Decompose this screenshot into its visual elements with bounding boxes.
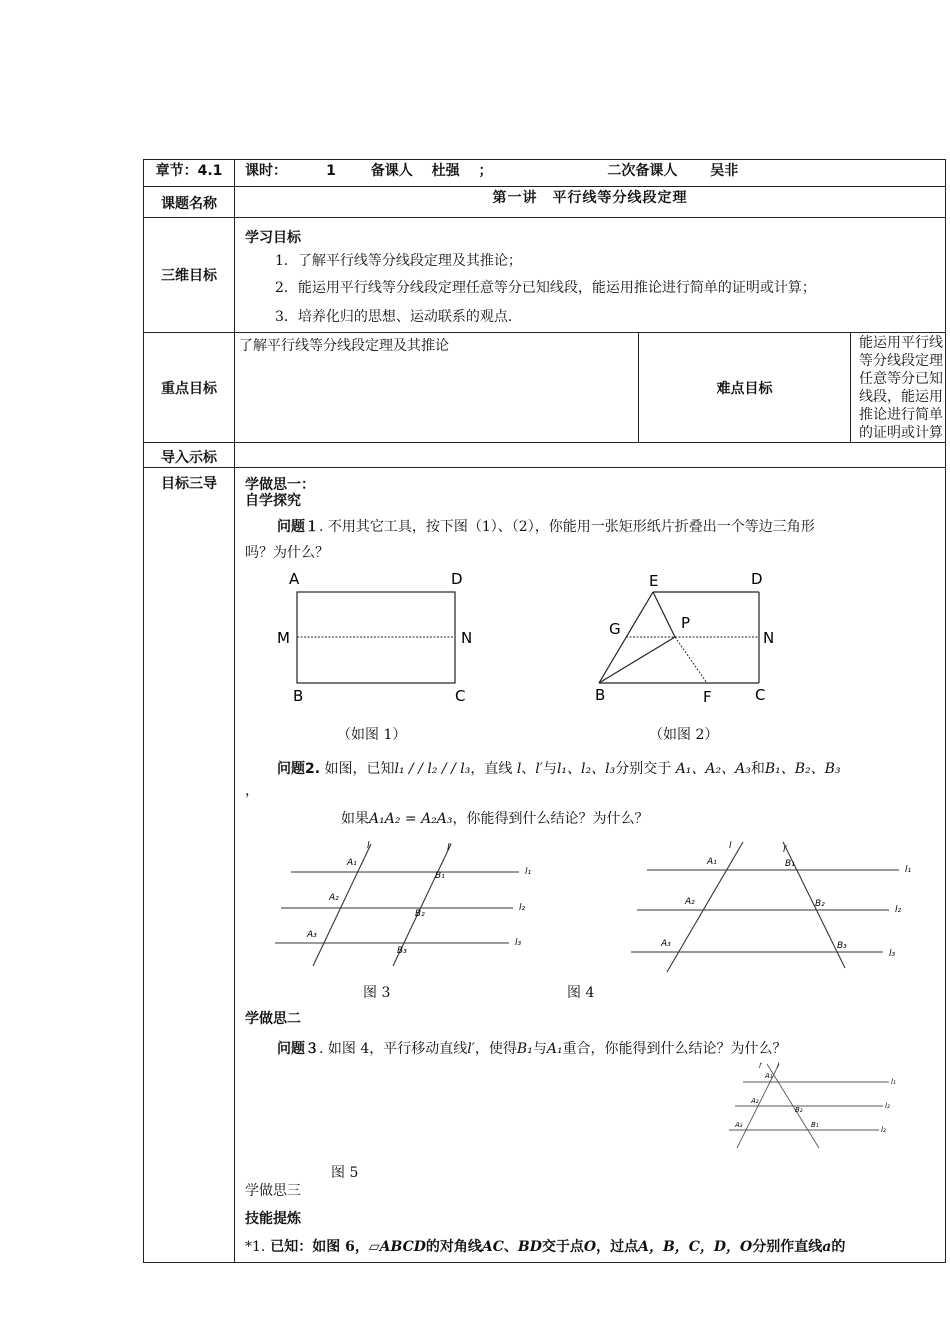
main-label: 目标三导 (144, 468, 235, 1263)
question-1-text-line2: 吗？为什么？ (245, 545, 329, 561)
main-content (235, 468, 946, 1263)
fig2-label-p: P (681, 614, 691, 632)
fig2-label-n: N (763, 629, 775, 647)
svg-text:l₂: l₂ (895, 905, 902, 915)
figure-2-caption: （如图 2） (649, 727, 719, 743)
fig2-label-f: F (703, 688, 712, 706)
lesson-label: 课时： (245, 163, 287, 179)
svg-text:l: l (777, 1062, 779, 1070)
svg-text:A₁: A₁ (347, 858, 357, 868)
goals-label: 三维目标 (144, 218, 235, 333)
question-2-label: 问题2. (277, 761, 321, 777)
svg-text:l₂: l₂ (519, 903, 526, 913)
svg-text:l₃: l₃ (515, 938, 522, 948)
svg-text:A₃: A₃ (735, 1121, 743, 1129)
equal-segment-expression: A₁A₂ = A₂A₃ (369, 811, 453, 827)
section-2-heading: 学做思二 (245, 1011, 301, 1027)
intro-content (235, 443, 946, 468)
figure-5 (719, 1062, 899, 1150)
goals-row (144, 218, 946, 333)
svg-text:l′: l′ (447, 843, 452, 853)
exercise-1: *1. 已知：如图 6，▱ABCD的对角线AC、BD交于点O，过点A，B，C，D，O分别作直线a的 (245, 1239, 846, 1255)
svg-text:l′: l′ (759, 1062, 763, 1070)
question-1-label: 问题１ (277, 519, 319, 535)
question-2-comma: ， (245, 783, 259, 799)
figure-4 (629, 840, 919, 976)
question-2: 问题2. 如图，已知l₁ / / l₂ / / l₃，直线 l、l′与l₁、l₂、l₃分别交于 A₁、A₂、A₃和B₁、B₂、B₃ (277, 761, 841, 777)
difficulty-label: 难点目标 (639, 333, 851, 443)
svg-text:l₃: l₃ (881, 1126, 886, 1134)
fig1-label-n: N (461, 629, 473, 647)
figure-1 (275, 572, 485, 707)
intro-row (144, 443, 946, 468)
preparer-label: 备课人 (370, 163, 413, 179)
figure-1-caption: （如图 1） (337, 727, 407, 743)
question-3: 问题３. 如图 4，平行移动直线l′，使得B₁与A₁重合，你能得到什么结论？为什么？ (277, 1041, 787, 1057)
lesson-value: 1 (326, 163, 336, 179)
focus-row (144, 333, 946, 443)
svg-text:A₂: A₂ (685, 897, 695, 907)
fig1-label-a: A (289, 572, 300, 588)
question-2-condition: 如果A₁A₂ = A₂A₃，你能得到什么结论？为什么？ (341, 811, 649, 827)
preparer-name: 杜强 (431, 163, 460, 179)
self-study-heading: 自学探究 (245, 493, 301, 509)
header-row (144, 160, 946, 187)
svg-text:B₃: B₃ (397, 946, 407, 956)
skill-heading: 技能提炼 (245, 1211, 301, 1227)
figure-5-caption: 图 5 (331, 1165, 359, 1181)
figure-3-caption: 图 3 (363, 985, 391, 1001)
goals-heading: 学习目标 (245, 230, 301, 246)
svg-text:B₁: B₁ (811, 1121, 819, 1129)
fig2-label-c: C (755, 686, 766, 704)
goal-item-1: 1．了解平行线等分线段定理及其推论； (275, 253, 522, 269)
focus-label: 重点目标 (144, 333, 235, 443)
chapter-cell: 章节：4.1 (144, 160, 235, 187)
fig2-label-g: G (609, 620, 621, 638)
svg-text:A₁: A₁ (765, 1072, 773, 1080)
header-info-cell (235, 160, 946, 187)
svg-text:l₂: l₂ (885, 1102, 890, 1110)
svg-text:l₁: l₁ (525, 867, 532, 877)
question-3-label: 问题３ (277, 1041, 319, 1057)
svg-text:A₂: A₂ (329, 893, 339, 903)
second-preparer-name: 吴非 (710, 163, 739, 179)
svg-text:l₃: l₃ (889, 949, 896, 959)
question-1-text: . 不用其它工具，按下图（1）、（2），你能用一张矩形纸片折叠出一个等边三角形 (319, 519, 815, 535)
parallel-expression: l₁ / / l₂ / / l₃ (394, 761, 471, 777)
svg-text:l₁: l₁ (891, 1078, 896, 1086)
svg-text:B₂: B₂ (795, 1106, 803, 1114)
svg-text:B₂: B₂ (815, 899, 825, 909)
svg-text:l: l (729, 841, 732, 851)
fig3-transversal-l (313, 844, 371, 966)
figure-4-caption: 图 4 (567, 985, 595, 1001)
intro-label: 导入示标 (144, 443, 235, 468)
page-title: 第一讲 平行线等分线段定理 (235, 187, 946, 218)
svg-text:A₃: A₃ (307, 930, 317, 940)
topic-row (144, 187, 946, 218)
question-1 (277, 516, 815, 536)
svg-text:l: l (367, 841, 370, 851)
main-row (144, 468, 946, 1263)
second-preparer-label: 二次备课人 (607, 163, 678, 179)
figure-3 (275, 840, 545, 966)
lesson-plan-sheet (143, 159, 945, 1255)
svg-text:l′: l′ (783, 845, 788, 855)
fig2-label-e: E (649, 572, 659, 590)
difficulty-text: 能运用平行线等分线段定理任意等分已知线段，能运用推论进行简单的证明或计算 (851, 333, 946, 443)
svg-text:B₃: B₃ (837, 941, 847, 951)
header-separator: ； (478, 163, 493, 179)
lesson-table (143, 159, 946, 1263)
fig1-label-m: M (277, 629, 290, 647)
svg-text:B₁: B₁ (435, 871, 445, 881)
fig2-label-b: B (595, 686, 606, 704)
goals-cell (235, 218, 946, 333)
fig2-label-d: D (751, 572, 763, 588)
svg-text:A₃: A₃ (661, 939, 671, 949)
figure-2 (587, 572, 787, 707)
focus-text: 了解平行线等分线段定理及其推论 (235, 333, 639, 443)
section-3-heading: 学做思三 (245, 1183, 301, 1199)
svg-text:B₁: B₁ (785, 859, 795, 869)
goal-item-2: 2．能运用平行线等分线段定理任意等分已知线段，能运用推论进行简单的证明或计算； (275, 280, 816, 296)
fig1-label-d: D (451, 572, 463, 588)
goal-item-3: 3．培养化归的思想、运动联系的观点. (275, 309, 513, 325)
svg-text:A₁: A₁ (707, 857, 717, 867)
fig1-label-c: C (455, 687, 466, 705)
svg-text:l₁: l₁ (905, 865, 912, 875)
svg-text:A₂: A₂ (751, 1097, 759, 1105)
fig1-label-b: B (293, 687, 304, 705)
topic-label: 课题名称 (144, 187, 235, 218)
svg-text:B₂: B₂ (415, 909, 425, 919)
section-1-heading: 学做思一： (245, 477, 315, 493)
